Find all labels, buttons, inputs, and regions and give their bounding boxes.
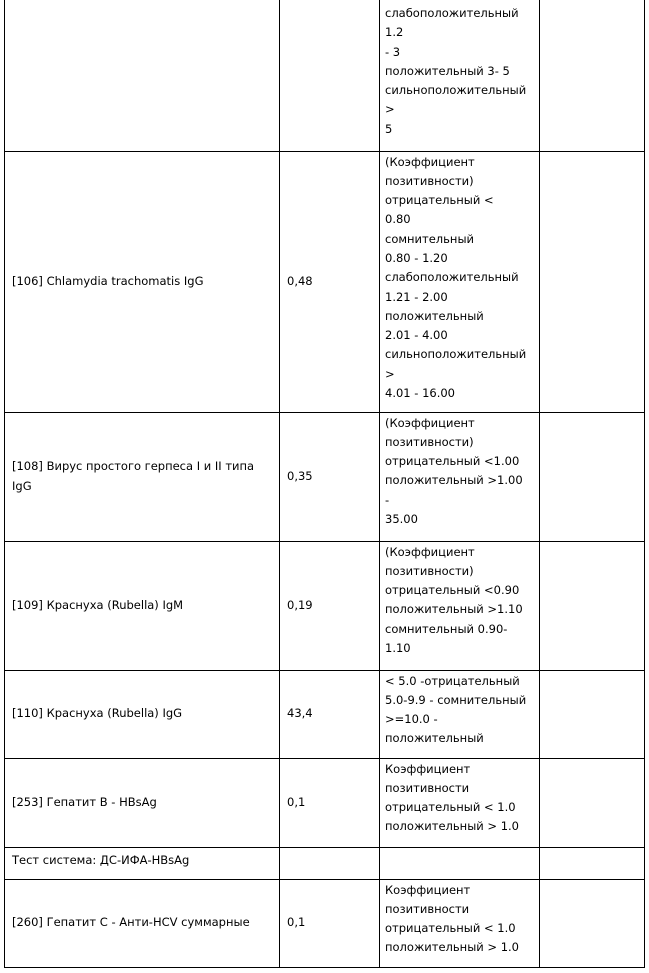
reference-line: 35.00 bbox=[385, 511, 418, 526]
test-name-cell: [106] Chlamydia trachomatis IgG bbox=[5, 151, 280, 412]
result-value-cell: 0,1 bbox=[280, 879, 380, 967]
test-name-cell: [260] Гепатит С - Анти-HCV суммарные bbox=[5, 879, 280, 967]
table-row bbox=[5, 151, 645, 412]
reference-line: 1.2 bbox=[385, 25, 404, 40]
reference-range-cell bbox=[380, 879, 540, 967]
reference-line: позитивности) bbox=[385, 173, 474, 188]
reference-line: положительный 3- 5 bbox=[385, 63, 510, 78]
reference-line: > bbox=[385, 366, 395, 381]
test-name-cell: [253] Гепатит В - HBsAg bbox=[5, 758, 280, 847]
test-name-cell: Тест система: ДС-ИФА-HBsAg bbox=[5, 847, 280, 879]
notes-cell bbox=[540, 0, 645, 151]
reference-range-cell bbox=[380, 412, 540, 541]
reference-line: 4.01 - 16.00 bbox=[385, 386, 455, 401]
reference-line: позитивности bbox=[385, 780, 470, 795]
test-name-cell: [110] Краснуха (Rubella) IgG bbox=[5, 670, 280, 758]
test-name-cell bbox=[5, 0, 280, 151]
reference-line: слабоположительный bbox=[385, 270, 519, 285]
result-value-cell: 0,48 bbox=[280, 151, 380, 412]
reference-line: отрицательный < bbox=[385, 193, 494, 208]
reference-line: 5 bbox=[385, 121, 393, 136]
reference-line: отрицательный <1.00 bbox=[385, 454, 520, 469]
notes-cell bbox=[540, 151, 645, 412]
reference-line: 0.80 - 1.20 bbox=[385, 250, 448, 265]
reference-line: сомнительный 0.90- bbox=[385, 621, 508, 636]
table-row bbox=[5, 879, 645, 967]
notes-cell bbox=[540, 879, 645, 967]
reference-line: позитивности bbox=[385, 901, 470, 916]
reference-line: Коэффициент bbox=[385, 882, 471, 897]
result-value-cell: 43,4 bbox=[280, 670, 380, 758]
table-row bbox=[5, 758, 645, 847]
reference-line: Коэффициент bbox=[385, 761, 471, 776]
reference-line: < 5.0 -отрицательный bbox=[385, 673, 520, 688]
table-row bbox=[5, 670, 645, 758]
reference-line: сомнительный bbox=[385, 231, 475, 246]
notes-cell bbox=[540, 847, 645, 879]
reference-range-cell bbox=[380, 541, 540, 670]
reference-line: - bbox=[385, 492, 390, 507]
reference-line: сильноположительный bbox=[385, 347, 527, 362]
reference-line: 2.01 - 4.00 bbox=[385, 328, 448, 343]
reference-line: отрицательный < 1.0 bbox=[385, 921, 516, 936]
reference-line: отрицательный <0.90 bbox=[385, 583, 520, 598]
reference-line: положительный > 1.0 bbox=[385, 940, 519, 955]
test-name-cell: [109] Краснуха (Rubella) IgM bbox=[5, 541, 280, 670]
reference-line: >=10.0 - bbox=[385, 712, 438, 727]
reference-line: 1.21 - 2.00 bbox=[385, 289, 448, 304]
reference-line: позитивности) bbox=[385, 563, 474, 578]
reference-range-cell bbox=[380, 670, 540, 758]
reference-line: позитивности) bbox=[385, 434, 474, 449]
reference-line: отрицательный < 1.0 bbox=[385, 800, 516, 815]
table-row bbox=[5, 412, 645, 541]
reference-line: - 3 bbox=[385, 44, 401, 59]
notes-cell bbox=[540, 412, 645, 541]
reference-line: слабоположительный bbox=[385, 6, 519, 20]
reference-line: 0.80 bbox=[385, 212, 411, 227]
reference-range-cell bbox=[380, 0, 540, 151]
reference-line: > bbox=[385, 102, 395, 117]
lab-results-table bbox=[4, 0, 645, 968]
reference-line: (Коэффициент bbox=[385, 154, 475, 169]
table-row bbox=[5, 0, 645, 151]
reference-range-cell bbox=[380, 847, 540, 879]
reference-line: положительный bbox=[385, 731, 484, 746]
result-value-cell bbox=[280, 0, 380, 151]
reference-line: (Коэффициент bbox=[385, 415, 475, 430]
reference-line: положительный bbox=[385, 308, 484, 323]
test-name-cell: [108] Вирус простого герпеса I и II типа IgG bbox=[5, 412, 280, 541]
reference-line: 5.0-9.9 - сомнительный bbox=[385, 692, 527, 707]
reference-line: положительный >1.10 bbox=[385, 602, 523, 617]
reference-line: сильноположительный bbox=[385, 83, 527, 98]
notes-cell bbox=[540, 758, 645, 847]
table-row bbox=[5, 847, 645, 879]
table-row bbox=[5, 541, 645, 670]
reference-range-cell bbox=[380, 758, 540, 847]
reference-line: положительный > 1.0 bbox=[385, 819, 519, 834]
reference-range-cell bbox=[380, 151, 540, 412]
result-value-cell: 0,1 bbox=[280, 758, 380, 847]
result-value-cell: 0,35 bbox=[280, 412, 380, 541]
reference-line: (Коэффициент bbox=[385, 544, 475, 559]
notes-cell bbox=[540, 541, 645, 670]
reference-line: положительный >1.00 bbox=[385, 473, 523, 488]
result-value-cell: 0,19 bbox=[280, 541, 380, 670]
notes-cell bbox=[540, 670, 645, 758]
reference-line: 1.10 bbox=[385, 640, 411, 655]
result-value-cell bbox=[280, 847, 380, 879]
